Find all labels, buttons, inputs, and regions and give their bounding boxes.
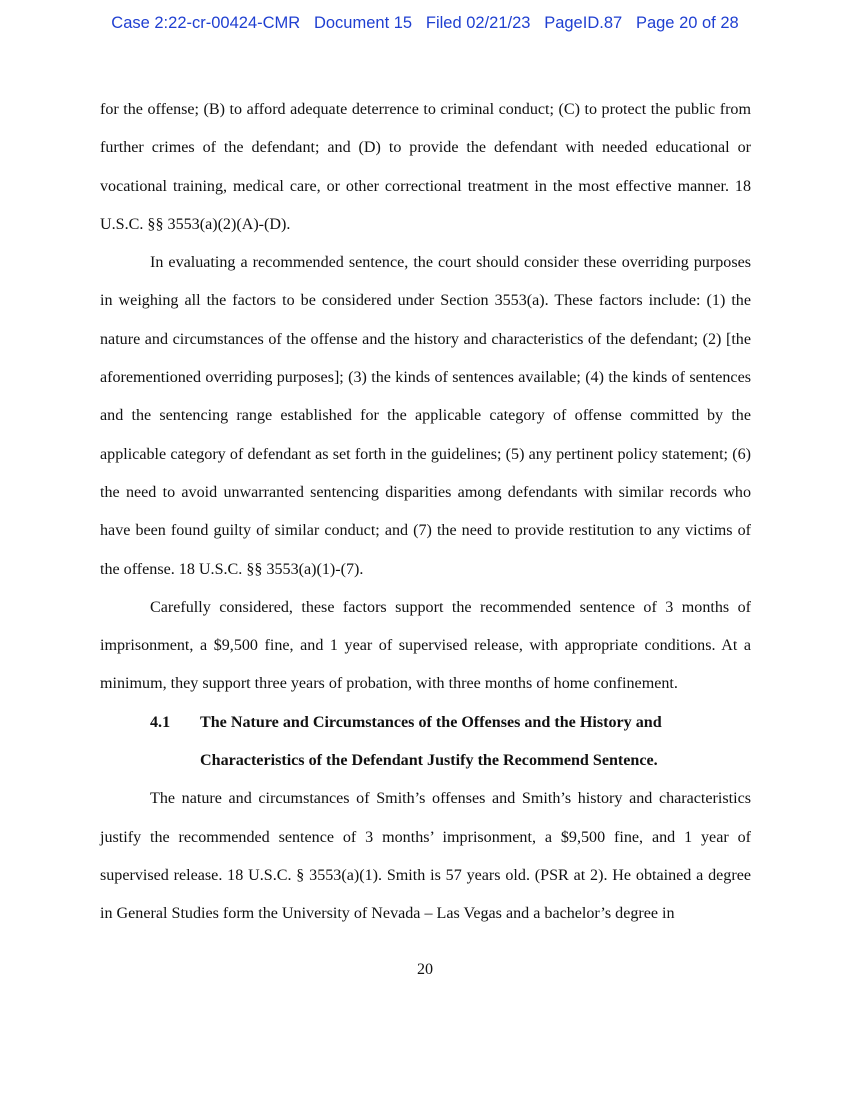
section-number: 4.1: [150, 713, 171, 731]
paragraph-nature-circumstances: The nature and circumstances of Smith’s offenses and Smith’s history and characteristics justify the recommended sentence of 3 months’ imprisonment, a $9,500 fine, and 1 year of supervised release. 18 U.S.C. § 3553(a)(1). Smith is 57 years old. (PSR at 2). He obtained a degree in General Studies form the University of Nevada – Las Vegas and a bachelor’s degree in: [100, 790, 751, 923]
section-heading: [100, 704, 751, 781]
case-header: [0, 14, 850, 33]
section-title-line-2: Characteristics of the Defendant Justify the Recommend Sentence.: [200, 752, 658, 770]
section-title: [200, 704, 751, 781]
document-body: [100, 91, 751, 934]
case-number: Case 2:22-cr-00424-CMR: [111, 14, 301, 32]
paragraph-continuation: for the offense; (B) to afford adequate deterrence to criminal conduct; (C) to protect the public from further crimes of the defendant; and (D) to provide the defendant with needed educational or vocational training, medical care, or other correctional treatment in the most effective manner. 18 U.S.C. §§ 3553(a)(2)(A)-(D).: [100, 101, 751, 233]
document-number: Document 15: [313, 14, 413, 32]
page-number: 20: [416, 961, 434, 978]
filed-date: Filed 02/21/23: [425, 14, 531, 32]
section-title-line-1: The Nature and Circumstances of the Offenses and the History and: [200, 713, 662, 731]
paragraph-factors: In evaluating a recommended sentence, the court should consider these overriding purposes in weighing all the factors to be considered under Section 3553(a). These factors include: (1) the nature and circumstances of the offense and the history and characteristics of the defendant; (2) [the aforementioned overriding purposes]; (3) the kinds of sentences available; (4) the kinds of sentences and the sentencing range established for the applicable category of offense committed by the applicable category of defendant as set forth in the guidelines; (5) any pertinent policy statement; (6) the need to avoid unwarranted sentencing disparities among defendants with similar records who have been found guilty of similar conduct; and (7) the need to provide restitution to any victims of the offense. 18 U.S.C. §§ 3553(a)(1)-(7).: [100, 254, 751, 578]
page-count: Page 20 of 28: [635, 14, 739, 32]
paragraph-recommendation: Carefully considered, these factors support the recommended sentence of 3 months of imprisonment, a $9,500 fine, and 1 year of supervised release, with appropriate conditions. At a minimum, they support three years of probation, with three months of home confinement.: [100, 598, 751, 693]
page-id: PageID.87: [544, 14, 623, 32]
